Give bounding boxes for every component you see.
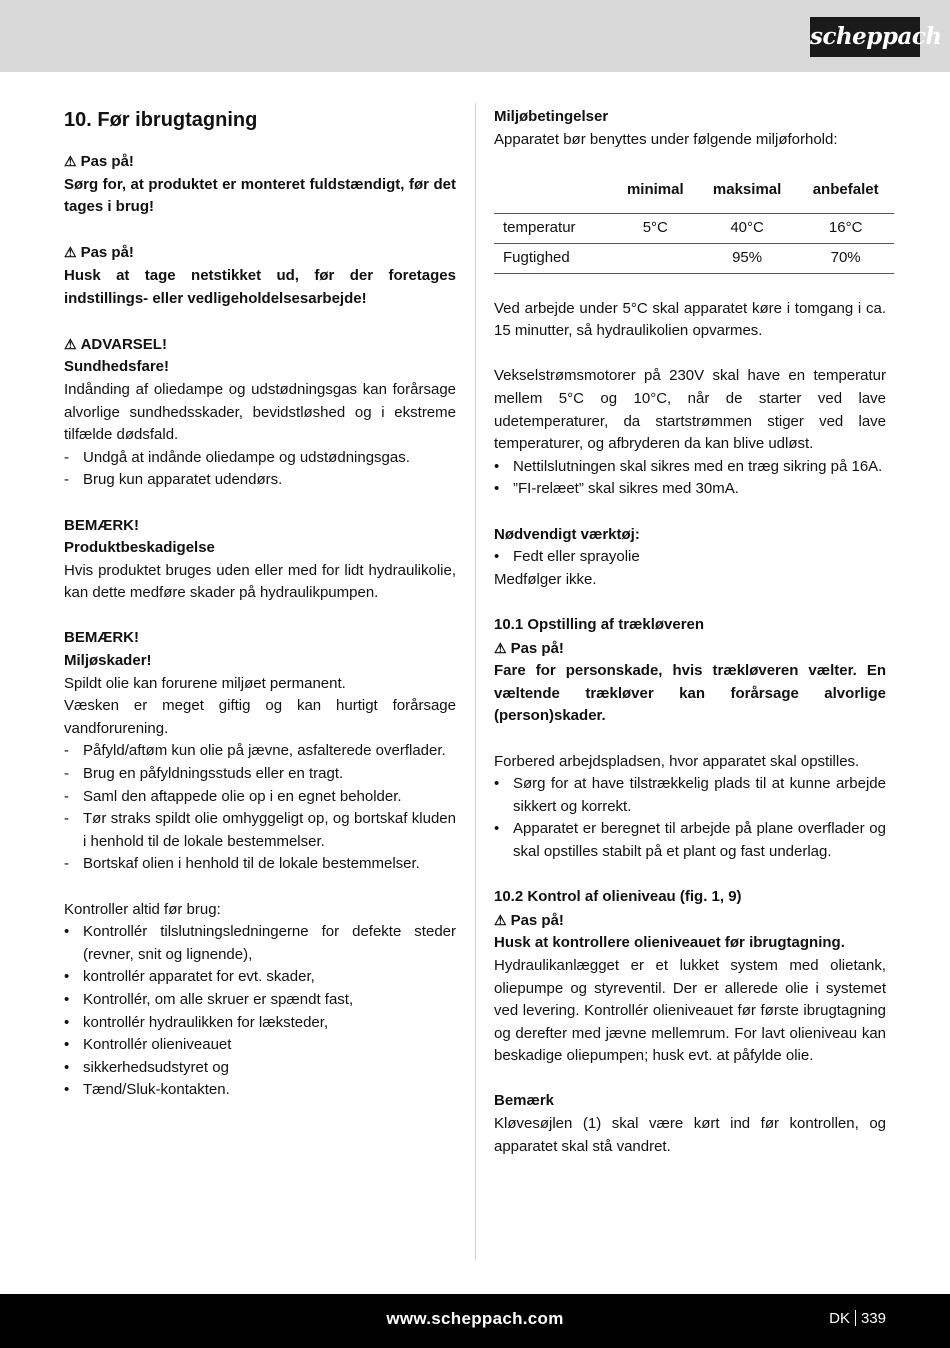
table-cell: temperatur (494, 213, 614, 243)
note-label: BEMÆRK! (64, 516, 139, 534)
warning-triangle-icon: ⚠ (494, 639, 507, 656)
separator (855, 1310, 856, 1326)
warning-label: ⚠ Pas på! (64, 153, 134, 170)
note-text: Hvis produktet bruges uden eller med for lidt hydraulikolie, kan dette medføre skader på hydraulikpumpen. (64, 561, 456, 602)
table-header-cell: minimal (614, 167, 697, 213)
list-item: • Kontrollér olieniveauet (64, 1036, 232, 1054)
list-item: - Brug kun apparatet udendørs. (64, 471, 283, 489)
cold-text: Ved arbejde under 5°C skal apparatet køre i tomgang i ca. 15 minutter, så hydraulikolien opvarmes. (494, 299, 886, 340)
dash-list (64, 740, 456, 876)
list-item: • Nettilslutningen skal sikres med en træg sikring på 16A. (494, 457, 883, 475)
table-header-row (494, 167, 894, 213)
list-item: • Tænd/Sluk-kontakten. (64, 1081, 230, 1099)
warning-label: ⚠ ADVARSEL! (64, 335, 167, 353)
note-text: Spildt olie kan forurene miljøet permanent. (64, 674, 346, 692)
footer-bar (0, 1294, 950, 1348)
table-header-cell (494, 167, 614, 213)
warning-triangle-icon: ⚠ (64, 335, 77, 352)
list-item: • ”FI-relæet” skal sikres med 30mA. (494, 480, 739, 498)
table-cell: 5°C (614, 213, 697, 243)
table-cell: 40°C (697, 213, 797, 243)
page-number (829, 1294, 886, 1344)
table-row (494, 243, 894, 273)
list-item: • Apparatet er beregnet til arbejde på plane overflader og skal opstilles stabilt på et plant og fast underlag. (494, 820, 886, 860)
table-header-cell: maksimal (697, 167, 797, 213)
table-cell (614, 243, 697, 273)
ac-text: Vekselstrømsmotorer på 230V skal have en temperatur mellem 5°C og 10°C, når de starter ved lave udetemperaturer, da startstrømmen stiger ved lave temperaturer, og afbryderen da kan blive udløst. (494, 367, 886, 453)
warning-text: Husk at kontrollere olieniveauet før ibrugtagning. (494, 934, 845, 952)
bullet-list (494, 773, 886, 863)
table-header-cell: anbefalet (797, 167, 894, 213)
body-text: Forbered arbejdspladsen, hvor apparatet skal opstilles. (494, 752, 860, 770)
website-url: www.scheppach.com (386, 1309, 564, 1328)
list-item: • Kontrollér, om alle skruer er spændt fast, (64, 990, 354, 1008)
note-text: Kløvesøjlen (1) skal være kørt ind før kontrollen, og apparatet skal stå vandret. (494, 1115, 886, 1155)
column-divider (475, 103, 476, 1260)
table-cell: 70% (797, 243, 894, 273)
bullet-list (64, 921, 456, 1102)
warning-text: Indånding af oliedampe og udstødningsgas kan forårsage alvorlige sundhedsskader, bevidstløshed og i ekstreme tilfælde dødsfald. (64, 380, 456, 444)
warning-subtitle: Sundhedsfare! (64, 358, 170, 376)
warning-label: ⚠ Pas på! (64, 244, 134, 262)
list-item: • Fedt eller sprayolie (494, 548, 640, 566)
list-item: • Kontrollér tilslutningsledningerne for defekte steder (revner, snit og lignende), (64, 923, 456, 963)
bullet-list (494, 456, 886, 501)
list-item: • kontrollér apparatet for evt. skader, (64, 968, 315, 986)
subsection-title: 10.1 Opstilling af trækløveren (494, 616, 705, 633)
header-bar (0, 0, 950, 72)
warning-label: ⚠ Pas på! (494, 639, 564, 657)
warning-text: Sørg for, at produktet er monteret fuldstændigt, før det tages i brug! (64, 175, 456, 216)
body-text: Hydraulikanlægget er et lukket system med olietank, oliepumpe og styreventil. Der er allerede olie i systemet ved levering. Kontrollér olieniveauet før første ibrugtagning og derefter med jævne mellemrum. For lavt olieniveau kan beskadige oliepumpen; husk evt. at påfylde olie. (494, 956, 886, 1065)
list-item: • kontrollér hydraulikken for læksteder, (64, 1013, 329, 1031)
list-item: - Brug en påfyldningsstuds eller en tragt. (64, 765, 344, 783)
dash-list (64, 447, 456, 492)
table-cell: 95% (697, 243, 797, 273)
left-column (64, 106, 456, 1102)
environment-table (494, 167, 894, 274)
list-item: - Bortskaf olien i henhold til de lokale bestemmelser. (64, 855, 420, 873)
language-code: DK (829, 1310, 850, 1327)
table-row (494, 213, 894, 243)
brand-logo: scheppach (810, 17, 920, 57)
table-cell: 16°C (797, 213, 894, 243)
warning-triangle-icon: ⚠ (494, 911, 507, 928)
list-item: - Tør straks spildt olie omhyggeligt op, og bortskaf kluden i henhold til de lokale bestemmelser. (64, 810, 456, 850)
warning-triangle-icon: ⚠ (64, 153, 77, 169)
list-item: • sikkerhedsudstyret og (64, 1058, 229, 1076)
note-text: Væsken er meget giftig og kan hurtigt forårsage vandforurening. (64, 697, 456, 737)
note-title: Bemærk (494, 1092, 555, 1110)
tools-title: Nødvendigt værktøj: (494, 525, 640, 543)
tools-note: Medfølger ikke. (494, 570, 597, 588)
section-title: 10. Før ibrugtagning (64, 109, 258, 131)
note-label: BEMÆRK! (64, 629, 139, 647)
note-subtitle: Miljøskader! (64, 652, 152, 670)
bullet-list (494, 546, 886, 569)
list-item: • Sørg for at have tilstrækkelig plads til at kunne arbejde sikkert og korrekt. (494, 775, 886, 815)
list-item: - Undgå at indånde oliedampe og udstødningsgas. (64, 448, 410, 466)
warning-label: ⚠ Pas på! (494, 911, 564, 929)
list-item: - Påfyld/aftøm kun olie på jævne, asfalterede overflader. (64, 742, 446, 760)
warning-text: Fare for personskade, hvis trækløveren vælter. En væltende trækløver kan forårsage alvorlige (person)skader. (494, 662, 886, 725)
warning-text: Husk at tage netstikket ud, før der foretages indstillings- eller vedligeholdelsesarbejde! (64, 266, 456, 307)
note-subtitle: Produktbeskadigelse (64, 539, 215, 557)
list-item: - Saml den aftappede olie op i en egnet beholder. (64, 787, 402, 805)
table-cell: Fugtighed (494, 243, 614, 273)
warning-triangle-icon: ⚠ (64, 244, 77, 261)
env-title: Miljøbetingelser (494, 108, 609, 125)
page-value: 339 (860, 1310, 886, 1327)
checks-intro: Kontroller altid før brug: (64, 900, 221, 918)
env-intro: Apparatet bør benyttes under følgende miljøforhold: (494, 130, 838, 148)
subsection-title: 10.2 Kontrol af olieniveau (fig. 1, 9) (494, 888, 742, 906)
right-column (494, 106, 886, 1158)
